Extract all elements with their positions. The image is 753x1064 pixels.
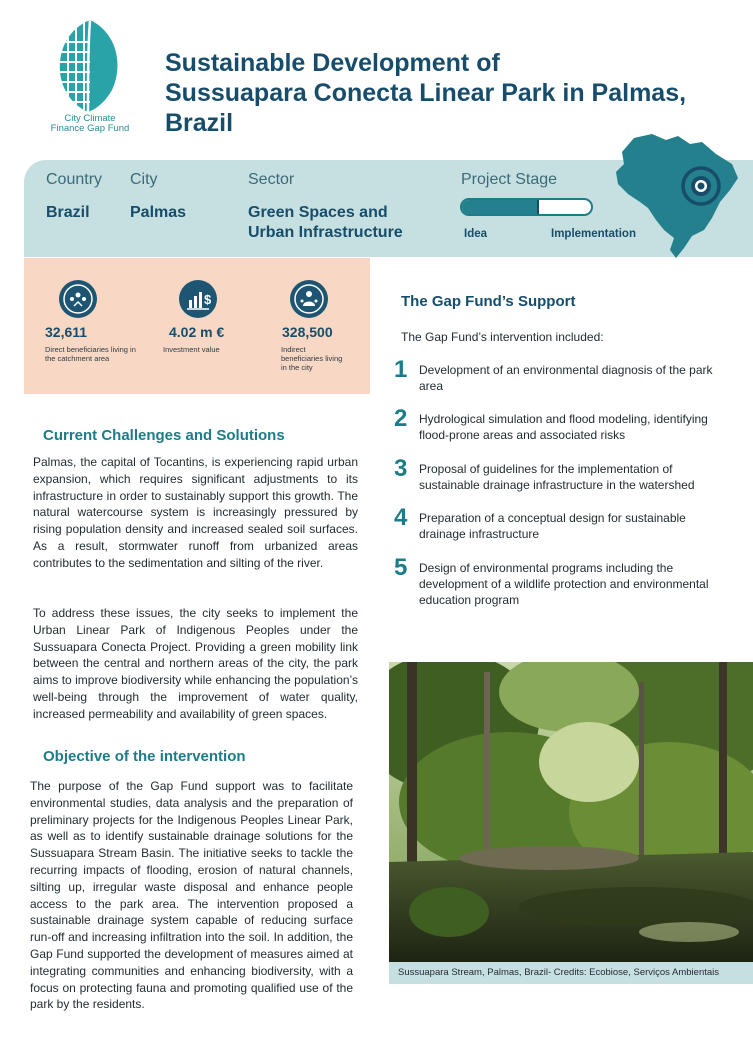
item-text: Hydrological simulation and flood modeling, identifying flood-prone areas and associated risks (419, 412, 708, 442)
indirect-beneficiaries-icon (290, 280, 328, 318)
stat-label: Investment value (163, 345, 220, 354)
challenges-paragraph-1: Palmas, the capital of Tocantins, is experiencing rapid urban expansion, which requires significant adjustments to its infrastructure in order to sustainably support this growth. The natural watercourse system is increasingly pressured by rising population density and increased sealed soil surfaces. As a result, stormwater runoff from urbanized areas contributes to the sedimentation and silting of the river. (33, 455, 358, 570)
stat-value: 328,500 (282, 324, 333, 340)
item-number: 4 (394, 504, 408, 531)
city-value: Palmas (130, 204, 187, 221)
project-stage-label: Project Stage (461, 171, 558, 188)
item-text: Development of an environmental diagnosis of the park area (419, 363, 713, 393)
stage-end-label: Implementation (551, 228, 636, 240)
item-number: 2 (394, 405, 408, 432)
project-stage-fill (462, 200, 539, 214)
challenges-paragraph-2: To address these issues, the city seeks to implement the Urban Linear Park of Indigenous Peoples under the Sussuapara Conecta Project. Providing a green mobility link between the central and northern areas of the city, the park aims to improve biodiversity while enhancing the population’s well-being through the improvement of water quality, increased permeability and availability of green spaces. (33, 606, 358, 721)
objective-heading: Objective of the intervention (43, 748, 246, 765)
sector-value: Green Spaces and Urban Infrastructure (248, 204, 403, 241)
city-label: City (130, 171, 158, 188)
stream-photo (389, 662, 753, 962)
item-number: 3 (394, 455, 408, 482)
brazil-map-icon (612, 130, 742, 262)
item-number: 1 (394, 356, 408, 383)
page-title: Sustainable Development of Sussuapara Conecta Linear Park in Palmas, Brazil (165, 49, 687, 137)
leaf-grid-icon (54, 18, 126, 114)
item-text: Preparation of a conceptual design for sustainable drainage infrastructure (419, 511, 686, 541)
stats-panel (24, 258, 370, 394)
stat-value: 32,611 (45, 324, 88, 340)
photo-caption: Sussuapara Stream, Palmas, Brazil- Credits: Ecobiose, Serviços Ambientais (389, 962, 753, 984)
country-label: Country (46, 171, 103, 188)
support-intro: The Gap Fund’s intervention included: (401, 330, 604, 344)
city-climate-logo (40, 18, 140, 138)
investment-icon (179, 280, 217, 318)
stat-label: Direct beneficiaries living in the catchment area (45, 345, 136, 363)
objective-paragraph: The purpose of the Gap Fund support was to facilitate environmental studies, data analysis and the preparation of preliminary projects for the Indigenous Peoples Linear Park, as well as to identify sustainable drainage solutions for the Sussuapara Stream Basin. The initiative seeks to tackle the recurring impacts of flooding, erosion of natural channels, silting up, irregular waste disposal and enhance people access to the park area. The intervention proposed a sustainable drainage system capable of reducing surface run-off and increasing infiltration into the soil. In addition, the Gap Fund supported the development of measures aimed at integrating communities and enhancing biodiversity, with a focus on protecting fauna and promoting qualified use of the park by the residents. (30, 779, 353, 1012)
item-number: 5 (394, 554, 408, 581)
support-heading: The Gap Fund’s Support (401, 293, 576, 310)
stat-value: 4.02 m € (169, 324, 225, 340)
sector-label: Sector (248, 171, 295, 188)
item-text: Proposal of guidelines for the implementation of sustainable drainage infrastructure in the watershed (419, 462, 695, 492)
stat-label: Indirect beneficiaries living in the city (281, 345, 343, 372)
logo-text: City Climate Finance Gap Fund (50, 113, 130, 134)
item-text: Design of environmental programs including the development of a wildlife protection and environmental education program (419, 561, 709, 607)
country-value: Brazil (46, 204, 90, 221)
stage-start-label: Idea (464, 228, 488, 240)
beneficiaries-icon (59, 280, 97, 318)
project-stage-bar (460, 198, 593, 216)
challenges-heading: Current Challenges and Solutions (43, 427, 285, 444)
svg-text:$: $ (204, 292, 212, 307)
